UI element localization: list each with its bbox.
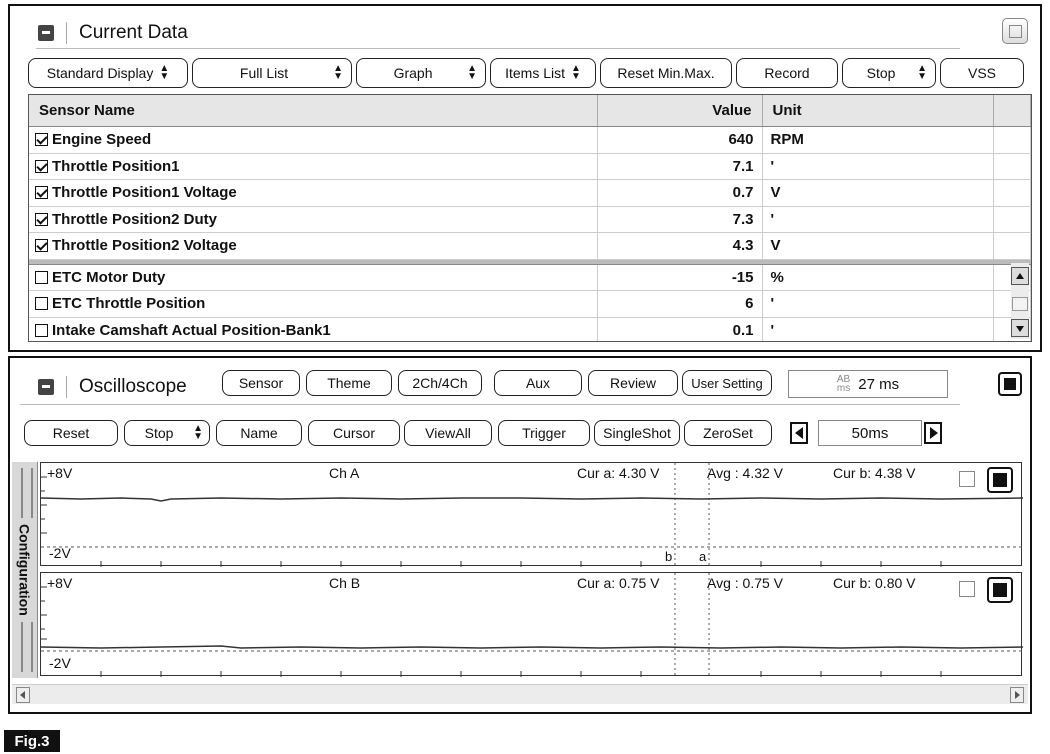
sensor-unit: ' xyxy=(763,154,995,180)
channel-a-signal xyxy=(41,498,1023,501)
timebase-decrease-icon[interactable] xyxy=(790,422,808,444)
singleshot-button[interactable]: SingleShot xyxy=(594,420,680,446)
cursor-button[interactable]: Cursor xyxy=(308,420,400,446)
table-row[interactable] xyxy=(29,233,1031,260)
sample-time-value: 27 ms xyxy=(858,375,900,393)
collapse-icon[interactable] xyxy=(38,379,54,395)
sensor-value: 640 xyxy=(598,127,763,153)
sensor-value: 7.1 xyxy=(598,154,763,180)
sensor-name: Intake Camshaft Actual Position-Bank1 xyxy=(52,321,331,339)
vertical-scrollbar[interactable] xyxy=(1011,263,1029,339)
row-checkbox[interactable] xyxy=(35,297,48,310)
full-list-select[interactable] xyxy=(192,58,352,88)
sensor-name: ETC Throttle Position xyxy=(52,295,206,313)
column-header-value[interactable]: Value xyxy=(598,95,763,126)
channel-mode-button[interactable]: 2Ch/4Ch xyxy=(398,370,482,396)
configuration-label: Configuration xyxy=(16,524,33,616)
select-arrows-icon: ▲ ▼ xyxy=(917,63,927,82)
vss-label: VSS xyxy=(967,65,996,81)
reset-minmax-button[interactable] xyxy=(600,58,732,88)
items-list-select[interactable] xyxy=(490,58,596,88)
row-checkbox[interactable] xyxy=(35,160,48,173)
name-button[interactable]: Name xyxy=(216,420,302,446)
channel-b-average: Avg : 0.75 V xyxy=(707,575,784,591)
channel-a-checkbox[interactable] xyxy=(959,471,975,487)
channel-a-max-label: +8V xyxy=(47,465,73,481)
row-checkbox[interactable] xyxy=(35,324,48,337)
select-arrows-icon: ▲ ▼ xyxy=(159,63,170,82)
sensor-name-cell xyxy=(29,265,598,291)
sensor-unit: ' xyxy=(763,318,995,343)
sensor-value: -15 xyxy=(598,265,763,291)
stop-label: Stop xyxy=(866,65,896,81)
sensor-value: 0.1 xyxy=(598,318,763,343)
sensor-name-cell xyxy=(29,127,598,153)
full-list-label: Full List xyxy=(239,65,289,81)
cursor-a-marker: a xyxy=(699,549,707,564)
select-arrows-icon: ▲ ▼ xyxy=(571,63,581,82)
scroll-thumb[interactable] xyxy=(1012,297,1028,311)
divider xyxy=(66,376,67,398)
standard-display-select[interactable] xyxy=(28,58,188,88)
table-row[interactable] xyxy=(29,154,1031,181)
current-data-panel xyxy=(8,4,1042,352)
select-arrows-icon: ▲ ▼ xyxy=(193,423,203,442)
sensor-name: ETC Motor Duty xyxy=(52,268,166,286)
stop-select[interactable] xyxy=(124,420,210,446)
channel-b-name: Ch B xyxy=(329,575,361,591)
sensor-unit: V xyxy=(763,233,995,259)
timer-icon: AB ms xyxy=(836,374,851,394)
table-row[interactable] xyxy=(29,180,1031,207)
row-spacer xyxy=(994,180,1031,206)
row-spacer xyxy=(994,233,1031,259)
axis-ticks xyxy=(41,477,941,567)
timebase-increase-icon[interactable] xyxy=(924,422,942,444)
title-underline xyxy=(20,404,960,405)
channel-a-stop-icon[interactable] xyxy=(987,467,1013,493)
channel-b-checkbox[interactable] xyxy=(959,581,975,597)
channel-b-plot[interactable] xyxy=(40,572,1022,676)
sensor-name: Throttle Position1 Voltage xyxy=(52,184,237,202)
cursor-b-marker: b xyxy=(665,549,673,564)
collapse-icon[interactable] xyxy=(38,25,54,41)
graph-label: Graph xyxy=(393,65,433,81)
sensor-value: 6 xyxy=(598,291,763,317)
sensor-unit: RPM xyxy=(763,127,995,153)
sensor-name: Throttle Position2 Duty xyxy=(52,210,217,228)
review-button[interactable]: Review xyxy=(588,370,678,396)
sensor-name-cell xyxy=(29,154,598,180)
channel-a-plot[interactable] xyxy=(40,462,1022,566)
items-list-label: Items List xyxy=(505,65,565,81)
title-underline xyxy=(36,48,960,49)
channel-a-cursor-a: Cur a: 4.30 V xyxy=(577,465,660,481)
sensor-button[interactable]: Sensor xyxy=(222,370,300,396)
sensor-unit: ' xyxy=(763,291,995,317)
scroll-down-icon[interactable] xyxy=(1011,319,1029,337)
trigger-button[interactable]: Trigger xyxy=(498,420,590,446)
sensor-name-cell xyxy=(29,318,598,343)
oscilloscope-title: Oscilloscope xyxy=(79,376,187,397)
configuration-tab[interactable] xyxy=(12,462,38,678)
channel-a-average: Avg : 4.32 V xyxy=(707,465,784,481)
sensor-name-cell xyxy=(29,291,598,317)
scroll-up-icon[interactable] xyxy=(1011,267,1029,285)
stop-select[interactable] xyxy=(842,58,936,88)
graph-select[interactable] xyxy=(356,58,486,88)
sensor-name-cell xyxy=(29,207,598,233)
sensor-value: 0.7 xyxy=(598,180,763,206)
stop-label: Stop xyxy=(144,425,174,441)
table-row[interactable] xyxy=(29,291,1031,318)
channel-a-name: Ch A xyxy=(329,465,360,481)
channel-a-min-label: -2V xyxy=(49,545,71,561)
oscilloscope-panel xyxy=(8,356,1032,714)
record-label: Record xyxy=(764,65,810,81)
column-header-unit[interactable]: Unit xyxy=(763,95,995,126)
sensor-unit: V xyxy=(763,180,995,206)
channel-b-min-label: -2V xyxy=(49,655,71,671)
row-spacer xyxy=(994,127,1031,153)
channel-a-cursor-b: Cur b: 4.38 V xyxy=(833,465,916,481)
select-arrows-icon: ▲ ▼ xyxy=(333,63,343,82)
channel-b-cursor-a: Cur a: 0.75 V xyxy=(577,575,660,591)
table-header xyxy=(29,95,1031,127)
reset-minmax-label: Reset Min.Max. xyxy=(617,65,715,81)
current-data-toolbar xyxy=(28,58,1028,88)
horizontal-scrollbar[interactable] xyxy=(12,684,1028,704)
table-row[interactable] xyxy=(29,127,1031,154)
sensor-name-cell xyxy=(29,180,598,206)
maximize-button[interactable] xyxy=(1002,18,1028,44)
column-header-sensor-name[interactable]: Sensor Name xyxy=(29,95,598,126)
stop-square-icon[interactable] xyxy=(998,372,1022,396)
oscilloscope-header xyxy=(38,376,187,398)
standard-display-label: Standard Display xyxy=(46,65,154,81)
timebase-value: 50ms xyxy=(818,420,922,446)
row-spacer xyxy=(994,154,1031,180)
table-row[interactable] xyxy=(29,318,1031,343)
aux-button[interactable]: Aux xyxy=(494,370,582,396)
row-checkbox[interactable] xyxy=(35,186,48,199)
sample-time-display xyxy=(788,370,948,398)
sensor-name: Throttle Position1 xyxy=(52,157,180,175)
user-setting-button[interactable]: User Setting xyxy=(682,370,772,396)
sensor-name: Engine Speed xyxy=(52,131,152,149)
row-checkbox[interactable] xyxy=(35,239,48,252)
select-arrows-icon: ▲ ▼ xyxy=(467,63,477,82)
row-checkbox[interactable] xyxy=(35,271,48,284)
channel-b-signal xyxy=(41,646,1023,648)
row-checkbox[interactable] xyxy=(35,133,48,146)
viewall-button[interactable]: ViewAll xyxy=(404,420,492,446)
zeroset-button[interactable]: ZeroSet xyxy=(684,420,772,446)
current-data-header xyxy=(38,18,188,48)
channel-b-stop-icon[interactable] xyxy=(987,577,1013,603)
reset-button[interactable]: Reset xyxy=(24,420,118,446)
axis-ticks xyxy=(41,587,941,677)
scroll-left-icon[interactable] xyxy=(16,687,30,703)
panel-title: Current Data xyxy=(79,22,188,43)
channel-b-cursor-b: Cur b: 0.80 V xyxy=(833,575,916,591)
column-header-spacer xyxy=(994,95,1031,126)
sensor-name-cell xyxy=(29,233,598,259)
selected-rows xyxy=(29,127,1031,260)
theme-button[interactable]: Theme xyxy=(306,370,392,396)
record-button[interactable] xyxy=(736,58,838,88)
divider xyxy=(66,22,67,44)
sensor-value: 7.3 xyxy=(598,207,763,233)
row-checkbox[interactable] xyxy=(35,213,48,226)
row-spacer xyxy=(994,207,1031,233)
sensor-unit: ' xyxy=(763,207,995,233)
unselected-rows xyxy=(29,265,1031,343)
sensor-name: Throttle Position2 Voltage xyxy=(52,237,237,255)
table-row[interactable] xyxy=(29,207,1031,234)
sensor-unit: % xyxy=(763,265,995,291)
scroll-right-icon[interactable] xyxy=(1010,687,1024,703)
sensor-value: 4.3 xyxy=(598,233,763,259)
channel-b-max-label: +8V xyxy=(47,575,73,591)
vss-button[interactable] xyxy=(940,58,1024,88)
table-row[interactable] xyxy=(29,265,1031,292)
figure-label: Fig.3 xyxy=(4,730,60,752)
sensor-table xyxy=(28,94,1032,342)
